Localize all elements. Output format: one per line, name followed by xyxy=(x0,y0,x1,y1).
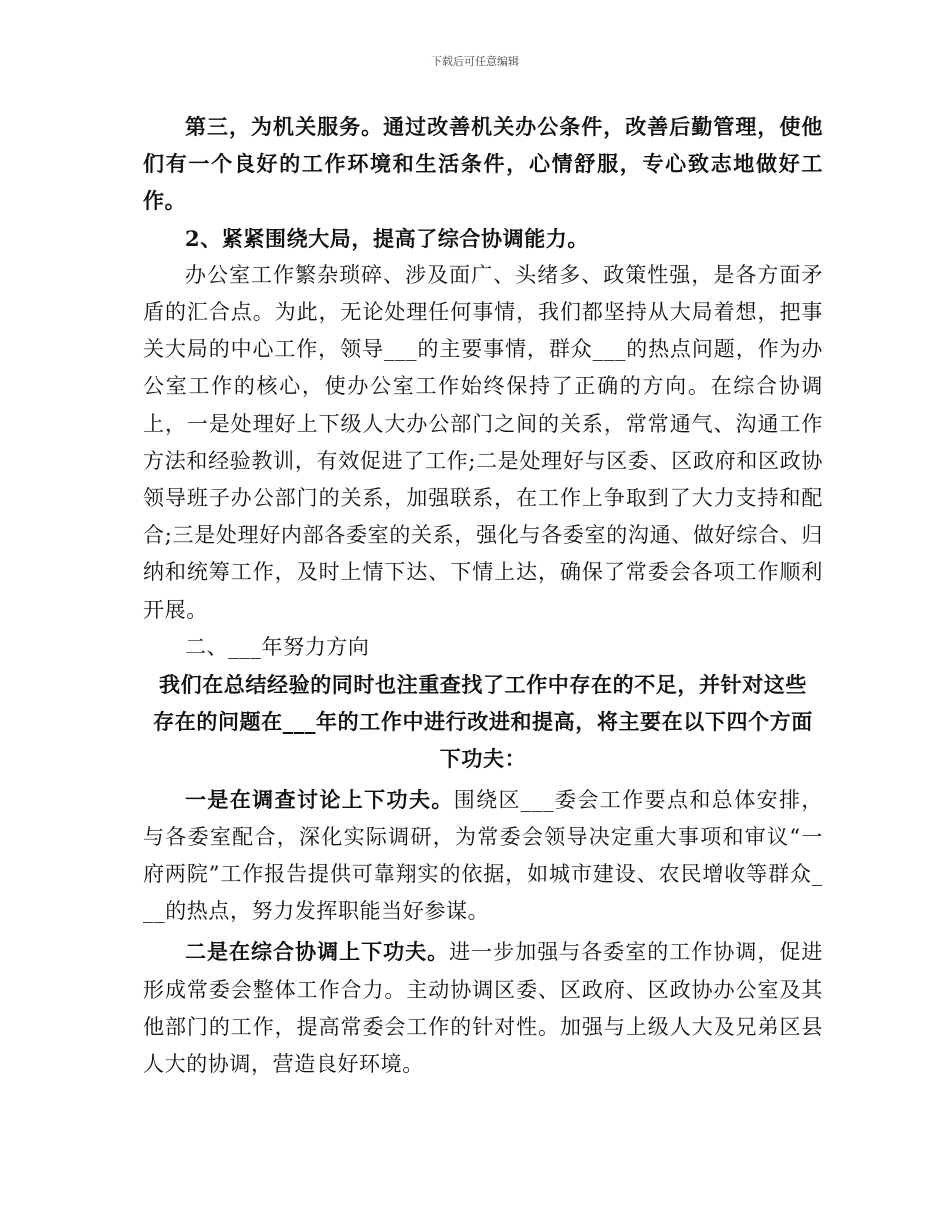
paragraph-summary-intro: 我们在总结经验的同时也注重查找了工作中存在的不足，并针对这些存在的问题在___年的工作中进行改进和提高，将主要在以下四个方面下功夫： xyxy=(153,672,813,772)
page-header-note: 下载后可任意编辑 xyxy=(431,55,519,68)
document-body xyxy=(143,108,823,1083)
heading-direction: 二、___年努力方向 xyxy=(185,634,370,659)
point-one-lead: 一是在调查讨论上下功夫。 xyxy=(185,786,454,812)
point-two-lead: 二是在综合协调上下功夫。 xyxy=(185,939,450,965)
paragraph-third-serve-organs: 第三，为机关服务。通过改善机关办公条件，改善后勤管理，使他们有一个良好的工作环境和生活条件，心情舒服，专心致志地做好工作。 xyxy=(143,114,823,214)
paragraph-office-work: 办公室工作繁杂琐碎、涉及面广、头绪多、政策性强，是各方面矛盾的汇合点。为此，无论处理任何事情，我们都坚持从大局着想，把事关大局的中心工作，领导___的主要事情，群众___的热点问题，作为办公室工作的核心，使办公室工作始终保持了正确的方向。在综合协调上，一是处理好上下级人大办公部门之间的关系，常常通气、沟通工作方法和经验教训，有效促进了工作;二是处理好与区委、区政府和区政协领导班子办公部门的关系，加强联系，在工作上争取到了大力支持和配合;三是处理好内部各委室的关系，强化与各委室的沟通、做好综合、归纳和统筹工作，及时上情下达、下情上达，确保了常委会各项工作顺利开展。 xyxy=(143,262,823,622)
paragraph-point-two xyxy=(143,933,823,1083)
paragraph-point-one xyxy=(143,781,823,931)
heading-coordination: 2、紧紧围绕大局，提高了综合协调能力。 xyxy=(185,225,590,251)
point-two-text: 进一步加强与各委室的工作协调，促进形成常委会整体工作合力。主动协调区委、区政府、区政协办公室及其他部门的工作，提高常委会工作的针对性。加强与上级人大及兄弟区县人大的协调，营造良好环境。 xyxy=(143,940,823,1077)
point-one-text: 围绕区___委会工作要点和总体安排，与各委室配合，深化实际调研，为常委会领导决定重大事项和审议“一府两院”工作报告提供可靠翔实的依据，如城市建设、农民增收等群众___的热点，努力发挥职能当好参谋。 xyxy=(143,787,823,924)
